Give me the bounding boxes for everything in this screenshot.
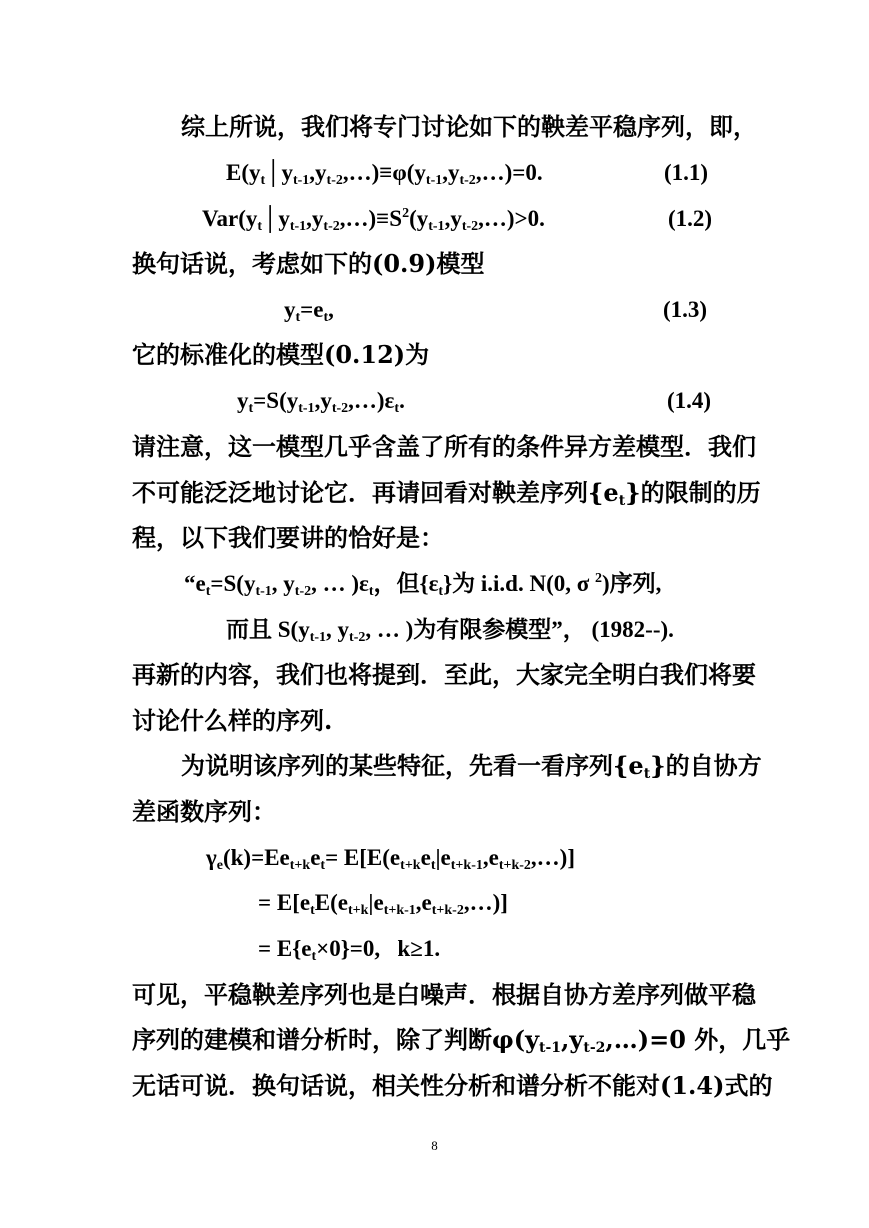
quote-line-1: “$e_t=S(y_{t-1}$, $y_{t-2}$, … )$\varepsilon_t$，但$\{\varepsilon_t\}$为 i.i.d. N(0, σ $^2$)序列, [184,571,662,599]
paragraph-line-1: 综上所说，我们将专门讨论如下的鞅差平稳序列，即， [181,112,757,141]
autocovariance-equation-1: $\gamma_e(k)=Ee_{t+k}e_t=$ $E[E(e_{t+k}e_t|e_{t+k-1},e_{t+k-2},\dots)]$ [206,845,575,873]
page-number: 8 [431,1138,438,1153]
paragraph-line-10: 程，以下我们要讲的恰好是： [132,523,444,552]
paragraph-line-20: 可见，平稳鞅差序列也是白噪声．根据自协方差序列做平稳 [132,980,756,1009]
autocovariance-equation-3: = $E\{e_t\times 0\}=0$, k≥1. [258,936,441,964]
paragraph-line-4: 换句话说，考虑如下的(0.9)模型 [132,249,485,278]
paragraph-line-8: 请注意，这一模型几乎含盖了所有的条件异方差模型．我们 [132,432,756,461]
equation-number-1-1: (1.1) [664,160,709,185]
equation-1-3: $y_t=e_t$, [284,297,334,325]
equation-1-1: $E(y_t│y_{t-1},y_{t-2},\dots)\equiv\varphi(y_{t-1},y_{t-2},\dots)=0$. [226,160,543,188]
equation-1-4: $y_t=S(y_{t-1},y_{t-2},\dots)\varepsilon_t$. [237,388,405,416]
paragraph-line-9: 不可能泛泛地讨论它．再请回看对鞅差序列$\{e_t\}$的限制的历 [132,478,761,509]
quote-line-2: 而且 $S(y_{t-1}$, $y_{t-2}$, … )为有限参模型”， (1982--). [226,617,674,645]
equation-number-1-3: (1.3) [663,297,708,322]
paragraph-line-6: 它的标准化的模型(0.12)为 [132,340,430,369]
equation-1-2: $Var(y_t│y_{t-1},y_{t-2},\dots)\equiv S^2(y_{t-1},y_{t-2},\dots)>0$. [202,206,545,234]
equation-number-1-4: (1.4) [667,388,712,413]
paragraph-line-14: 讨论什么样的序列. [132,706,333,735]
paragraph-line-21: 序列的建模和谱分析时，除了判断$\varphi(y_{t-1},y_{t-2},\dots)=0$ 外，几乎 [132,1025,791,1056]
paragraph-line-16: 差函数序列： [132,797,276,826]
paragraph-line-13: 再新的内容，我们也将提到．至此，大家完全明白我们将要 [132,660,756,689]
equation-number-1-2: (1.2) [668,206,713,231]
paragraph-line-22: 无话可说．换句话说，相关性分析和谱分析不能对(1.4)式的 [132,1071,773,1100]
paragraph-line-15: 为说明该序列的某些特征，先看一看序列$\{e_t\}$的自协方 [181,751,762,782]
autocovariance-equation-2: = $E[e_tE(e_{t+k}|e_{t+k-1},e_{t+k-2},\dots)]$ [258,890,508,918]
